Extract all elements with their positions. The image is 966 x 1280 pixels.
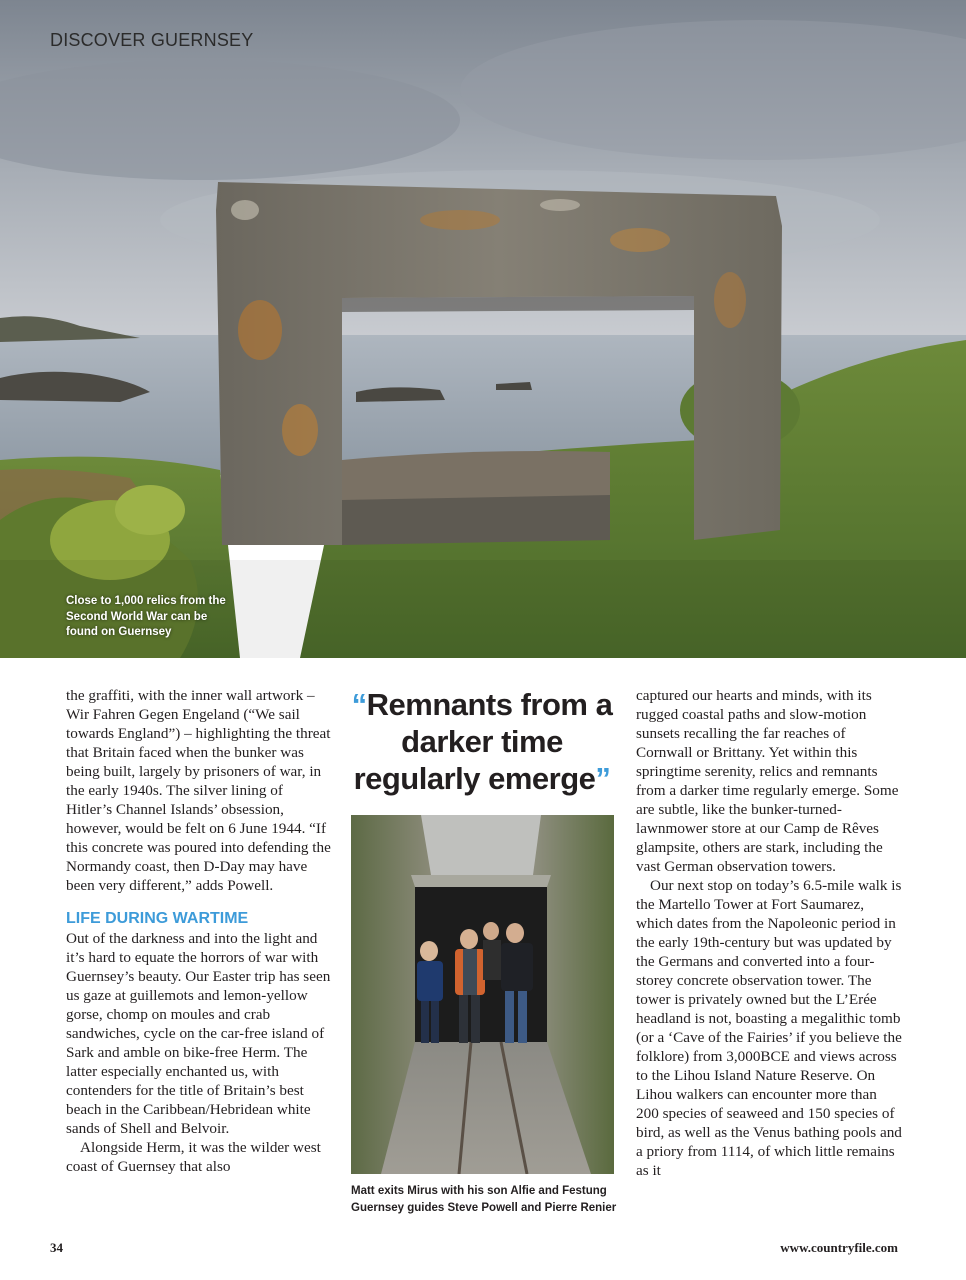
tunnel-photo-caption: Matt exits Mirus with his son Alfie and Festung Guernsey guides Steve Powell and Pierre Renier — [351, 1185, 617, 1214]
body-column-left — [66, 686, 332, 1176]
tunnel-photo — [351, 815, 614, 1174]
hero-photo-caption: Close to 1,000 relics from the Second World War can be found on Guernsey — [66, 595, 226, 639]
close-quote-mark: ” — [595, 761, 611, 796]
body-paragraph: captured our hearts and minds, with its rugged coastal paths and slow-motion sunsets recalling the far reaches of Cornwall or Brittany. Yet within this springtime serenity, relics and remnants from a darker time regularly emerge. Some are subtle, like the bunker-turned-lawnmower store at our Camp de Rêves glampsite, others are stark, including the vast German observation towers. — [636, 687, 899, 875]
body-paragraph: Out of the darkness and into the light and it’s hard to equate the horrors of war with Guernsey’s beauty. Our Easter trip has seen us gaze at guillemots and lemon-yellow gorse, chomp on moules and crab sandwiches, cycle on the car-free island of Sark and amble on bike-free Herm. The latter especially enchanted us, with contenders for the title of Britain’s best beach in the Caribbean/Hebridean white sands of Shell and Belvoir. — [66, 930, 331, 1137]
tunnel-illustration — [351, 815, 614, 1174]
pull-quote-text: Remnants from a darker time regularly emerge — [353, 687, 613, 796]
section-label: DISCOVER GUERNSEY — [50, 30, 254, 50]
body-paragraph: the graffiti, with the inner wall artwork – Wir Fahren Gegen Engeland (“We sail towards England”) – highlighting the threat that Britain faced when the bunker was being built, largely by prisoners of war, in the early 1940s. The silver lining of Hitler’s Channel Islands’ obsession, however, would be felt on 6 June 1944. “If this concrete was poured into defending the Normandy coast, then D-Day may have been very different,” adds Powell. — [66, 687, 331, 894]
page-number: 34 — [50, 1240, 63, 1255]
body-column-right — [636, 686, 902, 1180]
website-link[interactable]: www.countryfile.com — [780, 1240, 898, 1255]
body-paragraph: Alongside Herm, it was the wilder west coast of Guernsey that also — [66, 1139, 321, 1175]
pull-quote — [344, 686, 620, 797]
section-subhead: LIFE DURING WARTIME — [66, 910, 249, 927]
body-paragraph: Our next stop on today’s 6.5-mile walk is the Martello Tower at Fort Saumarez, which dates from the Napoleonic period in the early 19th-century but was updated by the Germans and converted into a four-storey concrete observation tower. The tower is privately owned but the L’Erée headland is not, boasting a megalithic tomb (or a ‘Cave of the Fairies’ if you believe the folklore) from 3,000BCE and views across to the Lihou Island Nature Reserve. On Lihou walkers can encounter more than 200 species of seaweed and 150 species of bird, as well as the Venus bathing pools and a priory from 1114, of which little remains as it — [636, 877, 902, 1179]
open-quote-mark: “ — [351, 687, 367, 722]
